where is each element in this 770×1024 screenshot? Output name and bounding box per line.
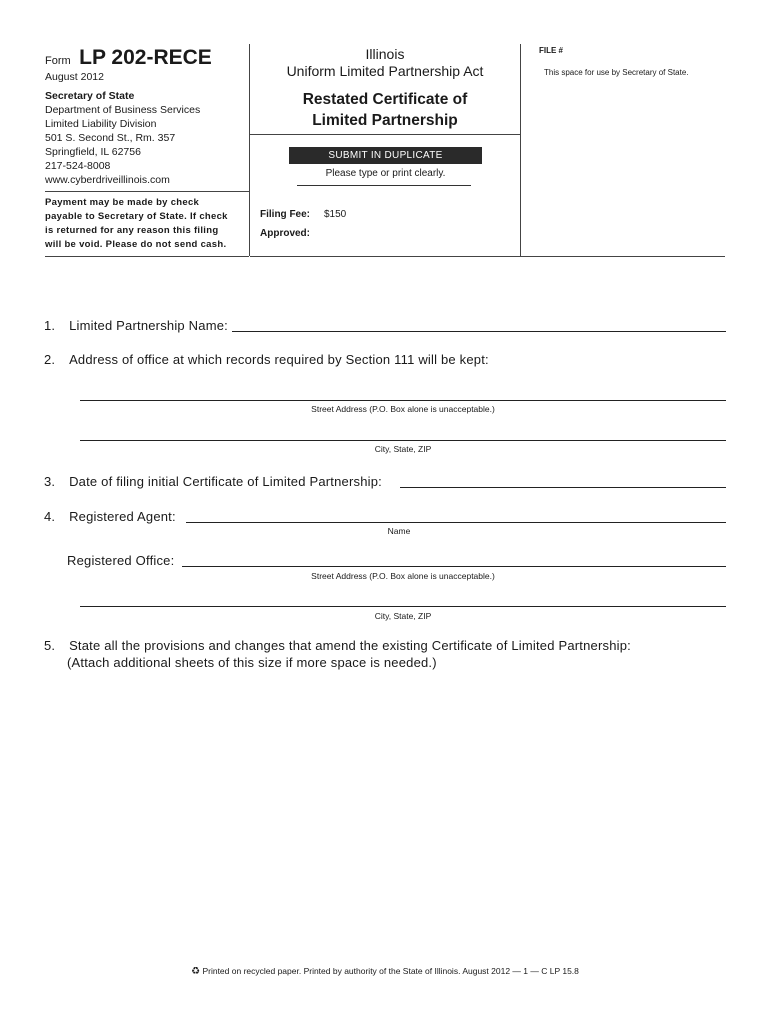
office-line: 217-524-8008 [45,160,111,172]
header-divider-right [520,44,521,256]
street-caption: Street Address (P.O. Box alone is unacceptable.) [311,571,495,581]
item-number: 3. [44,474,56,489]
item-number: 4. [44,509,56,524]
office-line: Department of Business Services [45,104,201,116]
office-title: Secretary of State [45,90,135,102]
office-line: Springfield, IL 62756 [45,146,141,158]
name-caption: Name [387,526,411,536]
city-caption: City, State, ZIP [374,444,432,454]
item-2 [44,352,489,367]
header-rule-mid-left [45,191,249,192]
registered-office-label: Registered Office: [67,553,175,568]
act-name: Uniform Limited Partnership Act [286,63,484,79]
city-caption: City, State, ZIP [374,611,432,621]
payment-note [45,196,228,252]
item-2-label: Address of office at which records required by Section 111 will be kept: [69,352,489,367]
item-5-line1: State all the provisions and changes that amend the existing Certificate of Limited Partnership: [69,638,631,653]
initial-filing-date-field[interactable] [400,487,726,488]
state-use-note: This space for use by Secretary of State. [544,68,689,77]
item-5 [44,637,631,671]
registered-office-street-field[interactable] [182,566,726,567]
print-note: Please type or print clearly. [325,168,446,179]
form-title-line1: Restated Certificate of [302,91,468,108]
form-title [250,89,520,131]
registered-agent-field[interactable] [186,522,726,523]
header-rule-bottom-right [250,256,725,257]
item-number: 2. [44,352,56,367]
item-1-label: Limited Partnership Name: [69,318,228,333]
payment-note-line: Payment may be made by check [45,197,200,208]
registered-office-city-field[interactable] [80,606,726,607]
recycle-icon: ♻ [191,966,201,977]
state-name: Illinois [365,46,405,62]
form-number: LP 202-RECE [79,46,212,69]
footer [0,966,770,977]
payment-note-line: payable to Secretary of State. If check [45,211,228,222]
item-1 [44,318,228,333]
item-4-label: Registered Agent: [69,509,176,524]
form-date: August 2012 [45,71,104,83]
approved-label: Approved: [260,228,310,239]
office-line: Limited Liability Division [45,118,157,130]
records-street-field[interactable] [80,400,726,401]
item-3-label: Date of filing initial Certificate of Limited Partnership: [69,474,382,489]
form-title-line2: Limited Partnership [312,112,458,129]
filing-fee-label: Filing Fee: [260,209,310,220]
amendments-text-area[interactable] [44,680,726,950]
payment-note-line: will be void. Please do not send cash. [45,239,227,250]
form-prefix: Form [45,55,71,67]
filing-fee-value: $150 [324,209,347,220]
form-id [45,46,212,70]
item-number: 1. [44,318,56,333]
submit-banner: SUBMIT IN DUPLICATE [289,147,482,164]
item-3 [44,474,382,489]
payment-note-line: is returned for any reason this filing [45,225,219,236]
header-rule-mid-center [250,134,520,135]
file-number-label: FILE # [539,46,564,55]
street-caption: Street Address (P.O. Box alone is unacceptable.) [311,404,495,414]
office-line: 501 S. Second St., Rm. 357 [45,132,176,144]
print-note-rule [297,185,471,186]
item-number: 5. [44,638,56,653]
footer-text: Printed on recycled paper. Printed by authority of the State of Illinois. August 2012 — 1 — C LP 15.8 [202,966,579,976]
item-5-line2: (Attach additional sheets of this size if more space is needed.) [67,655,437,670]
header-rule-bottom-left [45,256,249,257]
office-line: www.cyberdriveillinois.com [45,174,170,186]
header-center [250,46,520,131]
records-city-field[interactable] [80,440,726,441]
partnership-name-field[interactable] [232,331,726,332]
office-address [45,89,200,187]
item-4 [44,509,176,524]
